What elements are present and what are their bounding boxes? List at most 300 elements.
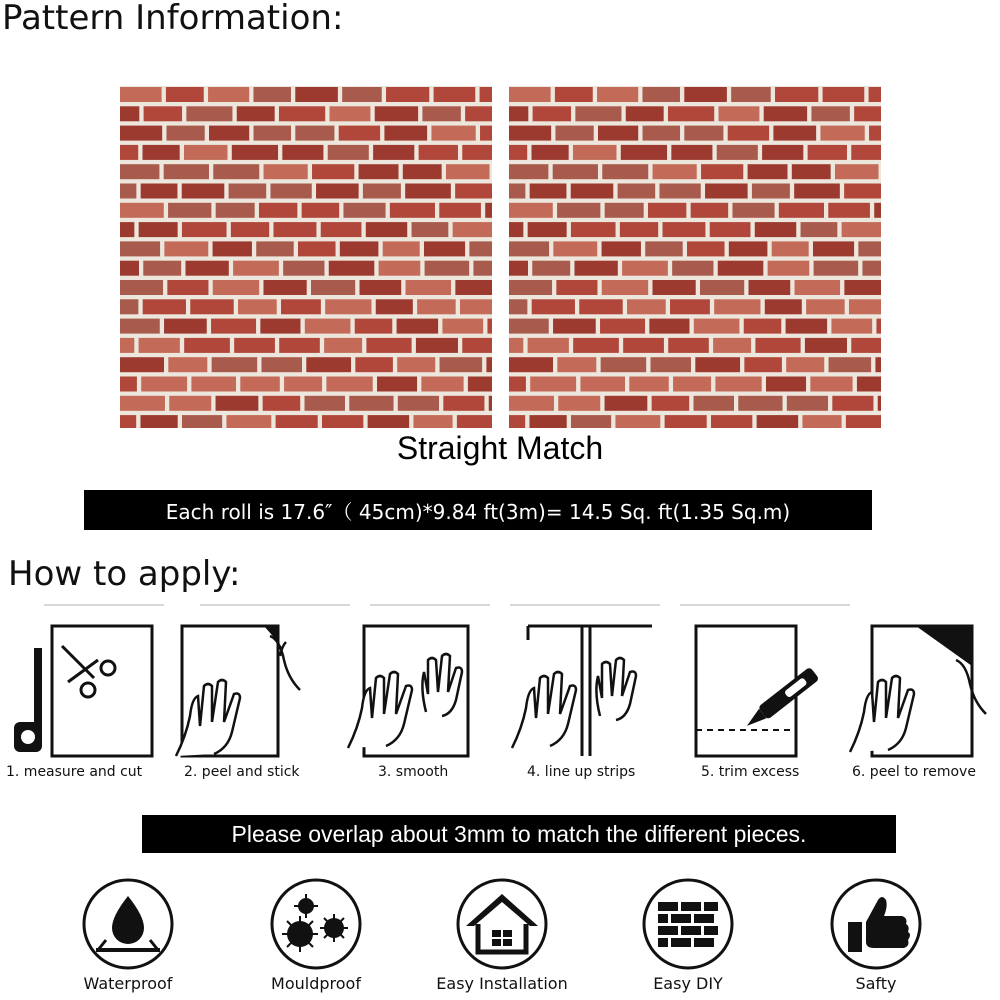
brick [208,87,249,102]
brick [270,184,311,199]
feature-safety-label: Safty [855,974,897,993]
thumbs-up-icon [824,876,928,972]
brick [168,203,211,218]
brick [738,396,782,411]
brick [489,396,492,411]
brick [234,338,275,353]
brick [687,241,725,256]
feature-diy-icon [636,876,740,972]
brick [465,106,492,121]
brick [339,126,380,141]
brick [775,87,818,102]
brick [765,299,802,314]
brick [579,299,622,314]
brick [264,164,308,179]
brick [284,377,322,392]
brick [306,357,351,372]
brick [509,261,528,276]
brick [875,357,881,372]
brick [823,87,865,102]
brick [366,222,407,237]
brick [814,261,859,276]
brick [186,106,232,121]
brick [575,106,621,121]
brick [355,357,393,372]
brick [665,415,707,428]
brick-wall-icon [636,876,740,972]
brick [254,126,291,141]
brick [555,126,593,141]
brick [714,299,760,314]
brick [166,126,204,141]
brick [140,415,177,428]
step-1-icon [8,620,158,760]
brick [556,280,597,295]
brick [143,261,181,276]
brick [342,87,382,102]
divider [510,604,660,606]
brick [571,184,614,199]
brick [831,319,872,334]
step-4-icon [508,620,658,760]
smooth-hands-icon [340,620,490,760]
brick [757,415,799,428]
brick [618,184,656,199]
step-3-label: 3. smooth [378,764,449,780]
brick [509,338,523,353]
feature-safety-icon [824,876,928,972]
brick [398,396,439,411]
brick [120,357,164,372]
brick [383,241,420,256]
brick [328,145,369,160]
brick [806,299,845,314]
brick [120,261,139,276]
divider [44,604,164,606]
brick [717,145,758,160]
brick [862,261,881,276]
brick [532,299,575,314]
brick [729,241,768,256]
step-3-icon [340,620,490,760]
brick [330,106,371,121]
brick [668,106,714,121]
brick [509,241,549,256]
brick [846,415,881,428]
brick [167,280,208,295]
brick [229,184,267,199]
brick [842,222,881,237]
brick [509,357,553,372]
brick [298,241,336,256]
feature-mouldproof-label: Mouldproof [271,974,361,993]
brick [462,145,492,160]
step-5-icon [680,620,830,760]
brick [854,106,881,121]
brick [528,222,567,237]
brick [403,164,442,179]
brick [185,261,228,276]
brick [143,145,180,160]
brick [691,203,729,218]
brick [120,319,160,334]
brick [844,184,881,199]
brick [602,241,641,256]
brick [256,241,293,256]
brick [120,184,136,199]
brick [558,396,600,411]
brick [509,222,523,237]
brick [232,145,278,160]
brick [120,299,138,314]
brick [295,126,334,141]
brick [182,415,222,428]
brick [480,87,492,102]
brick [139,222,178,237]
brick [485,203,492,218]
brick [509,184,525,199]
brick [326,377,372,392]
brick [652,396,690,411]
brick [421,377,463,392]
brick [597,87,638,102]
brick [858,241,881,256]
brick [120,203,164,218]
brick [844,280,881,295]
brick [384,126,427,141]
brick [509,299,527,314]
brick [416,338,458,353]
brick [557,203,600,218]
brick [672,261,713,276]
brick [694,396,734,411]
brick [553,164,598,179]
brick [259,203,297,218]
brick [835,164,879,179]
brick [379,261,421,276]
brick [649,319,689,334]
brick [237,106,275,121]
brick [295,87,338,102]
brick [312,164,354,179]
brick [580,377,625,392]
brick [794,184,840,199]
brick [120,338,134,353]
brick-sample-right [509,86,881,428]
brick [413,415,452,428]
brick [808,145,847,160]
brick [182,222,227,237]
brick [139,338,180,353]
brick [360,280,402,295]
brick [715,377,761,392]
brick [260,319,300,334]
brick [439,203,481,218]
brick [820,126,864,141]
brick [169,396,211,411]
brick [779,203,824,218]
brick [460,299,492,314]
brick [752,184,790,199]
brick [120,377,137,392]
brick [390,203,435,218]
brick [273,222,316,237]
brick [810,377,852,392]
brick [120,241,160,256]
brick [731,87,771,102]
brick [557,357,596,372]
brick [530,377,576,392]
brick [705,184,748,199]
brick [574,261,617,276]
brick [233,261,279,276]
brick [623,338,664,353]
overlap-note-bar [142,815,896,853]
brick [141,377,187,392]
feature-waterproof-label: Waterproof [83,974,173,993]
brick [324,338,362,353]
brick [684,126,723,141]
brick [281,299,321,314]
feature-diy-label: Easy DIY [653,974,723,993]
brick [486,357,492,372]
brick [509,106,528,121]
brick [711,415,752,428]
brick [749,280,791,295]
brick [276,415,318,428]
brick [755,222,796,237]
brick [417,299,456,314]
brick [405,184,451,199]
brick [718,261,764,276]
brick [605,396,648,411]
brick [457,415,492,428]
brick [701,164,743,179]
brick [605,203,644,218]
step-1-label: 1. measure and cut [6,764,143,780]
scissors-measure-icon [8,620,158,760]
brick [412,222,449,237]
brick [509,319,549,334]
brick [805,338,847,353]
brick [671,145,712,160]
brick [141,184,178,199]
brick [650,357,691,372]
brick [419,145,458,160]
brick [316,184,359,199]
brick-sample-left [120,86,492,428]
brick [786,357,824,372]
brick [573,145,617,160]
brick [710,222,751,237]
brick [325,299,371,314]
brick [642,87,679,102]
brick [144,106,182,121]
brick [792,164,831,179]
brick [231,222,269,237]
brick [713,338,751,353]
pattern-info-title: Pattern Information: [2,0,344,38]
brick [406,280,452,295]
brick [190,299,233,314]
brick [832,396,873,411]
brick [213,164,259,179]
brick [851,145,881,160]
brick [120,145,138,160]
brick [668,338,709,353]
brick [261,357,302,372]
brick [732,203,774,218]
roll-spec-bar [84,490,872,530]
brick [455,280,492,295]
brick [553,319,596,334]
brick [768,261,810,276]
brick [786,319,828,334]
brick [282,145,323,160]
brick [168,357,207,372]
brick [431,126,475,141]
brick [462,338,492,353]
overlap-note-text: Please overlap about 3mm to match the different pieces. [231,820,807,847]
brick [553,241,597,256]
brick [211,319,256,334]
brick [648,203,686,218]
brick [263,280,306,295]
brick [878,396,881,411]
brick [340,241,379,256]
brick [602,164,648,179]
brick [120,87,162,102]
brick [216,203,255,218]
brick [533,106,571,121]
brick [744,319,782,334]
brick [469,241,492,256]
brick [764,106,807,121]
brick [744,357,782,372]
brick [530,184,567,199]
brick [184,145,228,160]
brick [811,106,849,121]
brick [263,396,301,411]
brick [571,222,616,237]
brick [120,280,163,295]
brick [615,415,660,428]
brick [573,338,619,353]
brick [209,126,249,141]
brick [509,377,526,392]
brick [166,87,204,102]
brick [694,319,740,334]
brick [191,377,236,392]
brick [857,377,881,392]
brick [601,357,647,372]
brick [397,319,439,334]
brick [440,357,483,372]
brick [283,261,324,276]
brick [487,319,492,334]
feature-installation-icon [450,876,554,972]
brick [311,280,355,295]
brick [305,396,345,411]
brick [787,396,828,411]
brick [653,164,697,179]
brick [240,377,279,392]
brick [443,396,484,411]
brick [849,299,881,314]
divider [370,604,490,606]
brick [509,280,552,295]
brick [368,415,410,428]
brick [120,396,165,411]
brick [455,184,492,199]
brick [434,87,476,102]
brick [700,280,744,295]
brick [829,357,872,372]
brick [143,299,186,314]
brick [446,164,490,179]
feature-installation-label: Easy Installation [436,974,568,993]
brick [424,241,465,256]
divider [200,604,350,606]
feature-waterproof-icon [76,876,180,972]
brick [375,106,418,121]
brick [425,261,470,276]
brick [755,338,800,353]
brick [629,377,668,392]
brick [598,126,638,141]
brick [355,319,393,334]
brick [422,106,460,121]
brick [652,280,695,295]
brick [120,164,159,179]
brick [772,241,809,256]
brick [216,396,259,411]
brick [377,377,417,392]
brick [509,415,525,428]
brick [120,222,134,237]
brick [795,280,841,295]
brick [529,415,566,428]
house-icon [450,876,554,972]
brick [673,377,711,392]
step-5-label: 5. trim excess [701,764,800,780]
line-up-icon [508,620,658,760]
brick [670,299,710,314]
brick [762,145,803,160]
brick [509,203,553,218]
brick [164,319,207,334]
brick [253,87,290,102]
brick [509,145,527,160]
brick [813,241,854,256]
brick [343,203,385,218]
brick [305,319,351,334]
brick [453,222,492,237]
brick [120,106,139,121]
brick [532,145,569,160]
brick [662,222,705,237]
how-to-apply-title: How to apply: [8,554,241,594]
brick [828,203,870,218]
brick [120,415,136,428]
roll-spec-text: Each roll is 17.6″（ 45cm)*9.84 ft(3m)= 14.5 Sq. ft(1.35 Sq.m) [165,499,791,524]
brick [869,126,881,141]
mould-spores-icon [264,876,368,972]
brick [620,222,658,237]
brick [480,126,492,141]
brick [120,126,162,141]
divider [680,604,850,606]
